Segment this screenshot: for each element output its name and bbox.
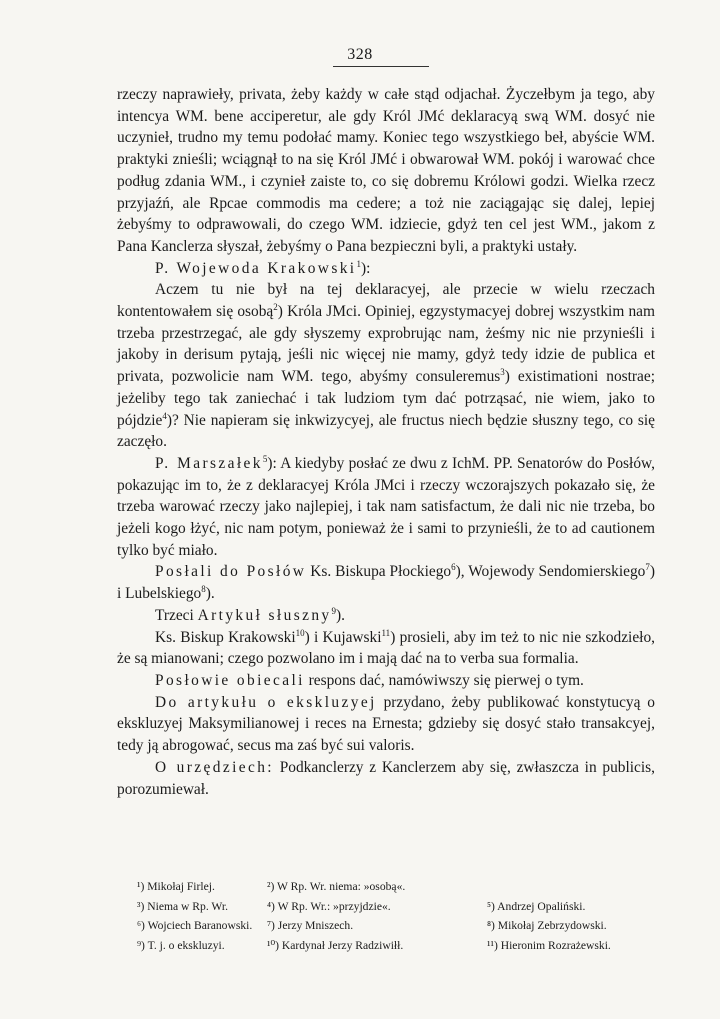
- text-segment: ) i Kujawski: [304, 628, 382, 646]
- text-segment: Ks. Biskup Krakowski: [155, 628, 296, 646]
- footnote-row: [137, 936, 657, 956]
- footnote: ⁷) Jerzy Mniszech.: [267, 919, 354, 932]
- footnote: ⁶) Wojciech Baranowski.: [137, 919, 253, 932]
- page-number-rule: [333, 66, 429, 67]
- footnote-ref: 8: [201, 584, 206, 595]
- footnote-row: [137, 877, 657, 897]
- text-segment: ): A kiedyby posłać ze dwu z IchM. PP. Senatorów do Posłów, pokazując im to, że z deklaracyej Króla JMci i rzeczy wczorajszych pokazało się, że trzeba warować rzeczy jako najlepiej, i tak nam satisfactum, że dali nic nie trzeba, bo jeżeli kogo łżyć, nic nam potym, ponieważ że i sami to przynieśli, że to ad cautionem tylko być miało.: [117, 454, 655, 559]
- text-segment: Aczem tu nie był na tej deklaracyej, ale przecie w wielu rzeczach kontentowałem się osobą: [117, 281, 655, 321]
- spaced-speaker: O urzędziech:: [155, 758, 274, 776]
- text-segment: ) Króla JMci. Opiniej, egzystymacyej dobrej wszystkim nam trzeba przestrzegać, ale gdy słyszemy exprobrując nam, żeśmy nic nie przynieśli i jakoby in derisum pytają, jeśli nic więcej nie mamy, gdyż tedy idzie de publica et privata, pozwolicie nam WM. tego, abyśmy consuleremus: [117, 303, 655, 386]
- footnote: ⁸) Mikołaj Zebrzydowski.: [487, 919, 607, 932]
- spaced-speaker: P. Wojewoda Krakowski: [155, 259, 357, 277]
- paragraph: [117, 627, 655, 670]
- footnote-ref: 6: [451, 562, 456, 573]
- paragraph: [117, 692, 655, 757]
- text-segment: )? Nie napieram się inkwizycyej, ale fructus niech będzie słuszny tego, co się zaczęło.: [117, 411, 655, 451]
- spaced-speaker: Posłali do Posłów: [155, 563, 307, 581]
- text-segment: przydano, żeby publikować konstytucyą o ekskluzyej Maksymilianowej i reces na Ernesta; gdzieby się dosyć stało transakcyej, tedy ją abrogować, secus ma zaś być sui valoris.: [117, 693, 655, 755]
- footnote: ⁴) W Rp. Wr.: »przyjdzie«.: [267, 899, 391, 913]
- footnote-ref: 10: [295, 627, 305, 638]
- footnote-ref: 2: [273, 301, 278, 312]
- footnote: ⁵) Andrzej Opaliński.: [487, 899, 586, 913]
- footnote-row: [137, 897, 657, 917]
- paragraph: [117, 453, 655, 562]
- text-segment: ), Wojewody Sendomierskiego: [455, 563, 646, 581]
- footnote: ¹) Mikołaj Firlej.: [137, 880, 215, 893]
- footnote: ¹¹) Hieronim Rozrażewski.: [487, 938, 611, 952]
- footnote: ²) W Rp. Wr. niema: »osobą«.: [267, 880, 406, 893]
- footnote-ref: 7: [645, 562, 650, 573]
- footnote: ⁹) T. j. o ekskluzyi.: [137, 938, 225, 952]
- paragraph: [117, 757, 655, 800]
- text-segment: ).: [336, 606, 345, 624]
- footnote-ref: 11: [381, 627, 391, 638]
- footnote: ³) Niema w Rp. Wr.: [137, 899, 229, 913]
- paragraph: [117, 258, 655, 280]
- footnote-ref: 3: [500, 367, 505, 378]
- text-segment: Podkanclerzy z Kanclerzem aby się, zwłaszcza in publicis, porozumiewał.: [117, 758, 655, 798]
- text-segment: Trzeci: [155, 606, 198, 624]
- text-segment: rzeczy naprawieły, privata, żeby każdy w całe stąd odjachał. Życzełbym ja tego, aby intencya WM. bene acciperetur, ale gdy Król JMć deklaracyą swą WM. dosyć nie uczynieł, trudno my temu podołać mamy. Koniec tego wszystkiego beł, abyście WM. praktyki znieśli; wciągnął to na się Król JMć i obwarował WM. pokój i warować chce podług zdania WM., i czynieł zaiste to, co się dobremu Królowi godzi. Wielka rzecz przyjaźń, ale Rpcae commodis ma cedere; a toż nie zaciągając się dalej, lepiej żebyśmy to odprawowali, do czego WM. idziecie, gdyż ten cel jest WM., jakom z Pana Kanclerza słyszał, żebyśmy o Pana bezpieczni byli, a praktyki ustały.: [117, 86, 655, 255]
- footnote-ref: 5: [262, 453, 268, 464]
- footnote-ref: 9: [331, 605, 337, 616]
- footnote-ref: 1: [356, 258, 361, 269]
- paragraph: [117, 605, 655, 627]
- text-segment: ):: [361, 259, 371, 277]
- paragraph: [117, 561, 655, 604]
- text-segment: ) prosieli, aby im też to nic nie szkodzieło, że są mianowani; czego pozwolano im i mają dać na to verba sua formalia.: [117, 628, 655, 668]
- text-segment: ) i Lubelskiego: [117, 563, 655, 603]
- page-number: 328: [347, 46, 373, 63]
- footnote-ref: 4: [162, 410, 167, 421]
- footnote-row: [137, 916, 657, 936]
- spaced-speaker: Do artykułu o ekskluzyej: [155, 693, 377, 711]
- paragraph: [117, 670, 655, 692]
- text-segment: Ks. Biskupa Płockiego: [306, 563, 452, 581]
- paragraph: [117, 84, 655, 258]
- footnote: ¹⁰) Kardynał Jerzy Radziwiłł.: [267, 938, 404, 952]
- body-text: [117, 84, 655, 800]
- spaced-speaker: Posłowie obiecali: [155, 671, 305, 689]
- spaced-speaker: P. Marszałek: [155, 454, 263, 472]
- text-segment: ).: [205, 585, 215, 603]
- text-segment: respons dać, namówiwszy się pierwej o tym.: [304, 671, 584, 689]
- footnotes: [137, 877, 657, 955]
- spaced-speaker: Artykuł słuszny: [197, 606, 332, 624]
- paragraph: [117, 279, 655, 453]
- text-segment: ) existimationi nostrae; jeżeliby tego tak zaniechać i tak ludziom tym dać potrząsać, nie wiem, jako to pójdzie: [117, 368, 655, 429]
